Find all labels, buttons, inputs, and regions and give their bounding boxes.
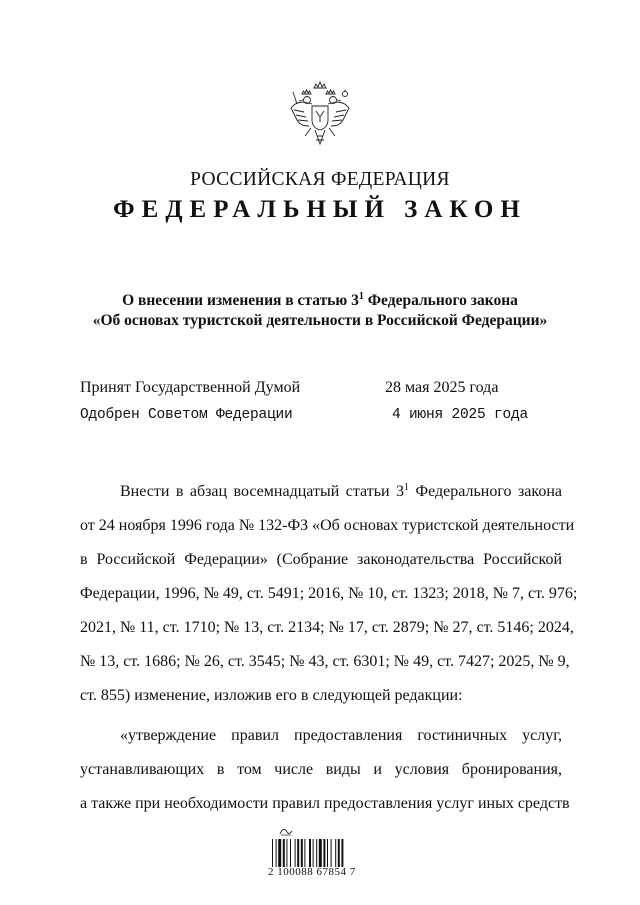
document-type-heading: ФЕДЕРАЛЬНЫЙ ЗАКОН	[113, 196, 527, 223]
quote-line-2: устанавливающих в том числе виды и условия бронирования,	[80, 761, 562, 778]
body-line-5: 2021, № 11, ст. 1710; № 13, ст. 2134; № 17, ст. 2879; № 27, ст. 5146; 2024,	[80, 619, 574, 636]
approved-by-council-label: Одобрен Советом Федерации	[80, 407, 293, 423]
barcode-icon	[272, 839, 362, 867]
page-mark-icon	[279, 826, 293, 836]
coat-of-arms-emblem	[285, 78, 355, 154]
body-line-2: от 24 ноября 1996 года № 132-ФЗ «Об основах туристской деятельности	[80, 517, 575, 534]
law-title-line-2: «Об основах туристской деятельности в Российской Федерации»	[92, 312, 548, 329]
adopted-date: 28 мая 2025 года	[385, 379, 499, 396]
adopted-by-duma-label: Принят Государственной Думой	[80, 379, 301, 396]
law-title-line-1: О внесении изменения в статью $3^1$ Федерального закона	[122, 291, 518, 309]
body-line-6: № 13, ст. 1686; № 26, ст. 3545; № 43, ст. 6301; № 49, ст. 7427; 2025, № 9,	[80, 653, 570, 670]
body-line-7: ст. 855) изменение, изложив его в следующей редакции:	[80, 687, 463, 704]
body-line-4: Федерации, 1996, № 49, ст. 5491; 2016, № 10, ст. 1323; 2018, № 7, ст. 976;	[80, 585, 578, 602]
body-line-3: в Российской Федерации» (Собрание законодательства Российской	[80, 551, 562, 568]
country-heading: РОССИЙСКАЯ ФЕДЕРАЦИЯ	[190, 169, 450, 190]
barcode-number: 2 100088 67854 7	[268, 866, 356, 878]
quote-line-1: «утверждение правил предоставления гостиничных услуг,	[120, 727, 562, 744]
quote-line-3: а также при необходимости правил предоставления услуг иных средств	[80, 795, 570, 812]
approved-date: 4 июня 2025 года	[392, 407, 529, 423]
article-superscript: 1	[358, 291, 364, 302]
body-line-1: Внести в абзац восемнадцатый статьи $3^1$ Федерального закона	[120, 482, 562, 500]
